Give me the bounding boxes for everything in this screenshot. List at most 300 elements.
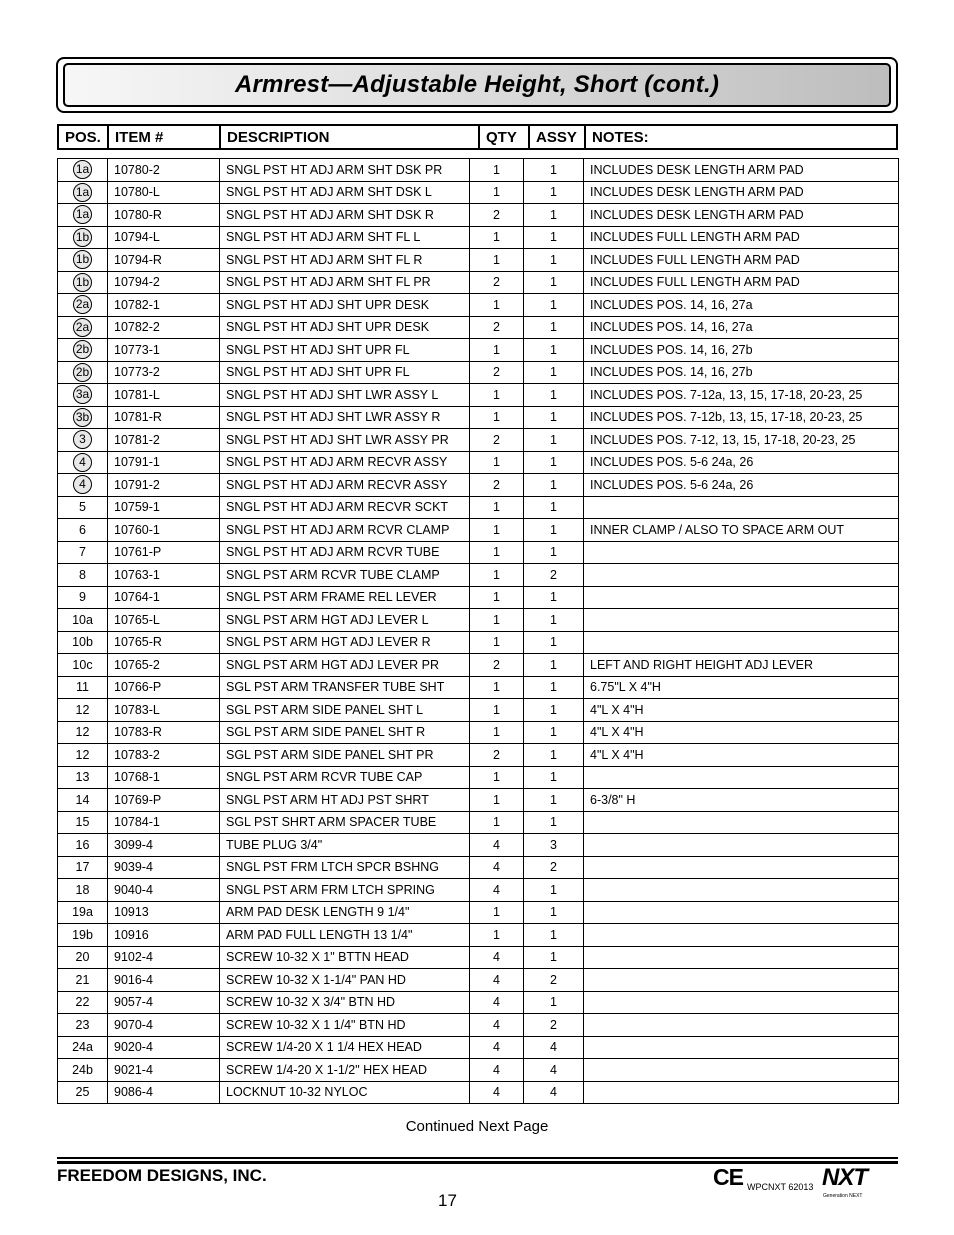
row-item-number: 10783-L: [108, 699, 220, 722]
row-item-number: 10784-1: [108, 811, 220, 834]
row-item-number: 10768-1: [108, 766, 220, 789]
row-assy: 1: [524, 924, 584, 947]
row-notes: INCLUDES DESK LENGTH ARM PAD: [584, 181, 899, 204]
nxt-logo: NXT: [822, 1164, 867, 1191]
page-number: 17: [438, 1191, 457, 1210]
row-description: SGL PST ARM SIDE PANEL SHT L: [220, 699, 470, 722]
row-qty: 1: [470, 699, 524, 722]
row-qty: 2: [470, 204, 524, 227]
row-notes: [584, 834, 899, 857]
row-pos-cell: [58, 204, 108, 227]
row-notes: INCLUDES POS. 5-6 24a, 26: [584, 451, 899, 474]
row-notes: INCLUDES POS. 14, 16, 27b: [584, 339, 899, 362]
row-qty: 1: [470, 676, 524, 699]
row-pos-cell: [58, 294, 108, 317]
row-item-number: 9016-4: [108, 969, 220, 992]
row-item-number: 10780-2: [108, 159, 220, 182]
row-description: LOCKNUT 10-32 NYLOC: [220, 1081, 470, 1104]
row-qty: 1: [470, 159, 524, 182]
row-description: SGL PST ARM SIDE PANEL SHT R: [220, 721, 470, 744]
row-assy: 1: [524, 249, 584, 272]
row-notes: [584, 991, 899, 1014]
row-item-number: 9086-4: [108, 1081, 220, 1104]
row-item-number: 10782-1: [108, 294, 220, 317]
row-description: SNGL PST HT ADJ ARM RECVR ASSY: [220, 451, 470, 474]
table-row: [58, 856, 899, 879]
row-item-number: 10781-L: [108, 384, 220, 407]
row-item-number: 10763-1: [108, 564, 220, 587]
row-pos-circled: 1b: [73, 228, 92, 247]
row-pos: 10b: [58, 631, 108, 654]
table-row: [58, 811, 899, 834]
row-pos-circled: 4: [73, 453, 92, 472]
row-qty: 1: [470, 249, 524, 272]
row-qty: 1: [470, 541, 524, 564]
row-description: SNGL PST HT ADJ ARM RCVR CLAMP: [220, 519, 470, 542]
row-item-number: 10781-R: [108, 406, 220, 429]
row-description: TUBE PLUG 3/4": [220, 834, 470, 857]
row-pos-circled: 4: [73, 475, 92, 494]
row-item-number: 10765-L: [108, 609, 220, 632]
title-banner: [56, 57, 898, 113]
table-row: [58, 159, 899, 182]
row-notes: [584, 924, 899, 947]
row-notes: [584, 901, 899, 924]
row-notes: [584, 811, 899, 834]
table-row: [58, 339, 899, 362]
row-qty: 1: [470, 609, 524, 632]
ce-mark-icon: CE: [713, 1164, 743, 1190]
row-pos: 18: [58, 879, 108, 902]
continued-note: Continued Next Page: [405, 1118, 549, 1135]
header-item: ITEM #: [109, 126, 221, 148]
table-row: [58, 789, 899, 812]
row-pos-cell: [58, 474, 108, 497]
row-pos-cell: [58, 316, 108, 339]
table-row: [58, 1014, 899, 1037]
row-assy: 4: [524, 1036, 584, 1059]
row-description: SNGL PST ARM HT ADJ PST SHRT: [220, 789, 470, 812]
table-row: [58, 541, 899, 564]
row-notes: [584, 969, 899, 992]
row-pos-cell: [58, 249, 108, 272]
row-description: SNGL PST HT ADJ ARM SHT FL PR: [220, 271, 470, 294]
row-description: SCREW 10-32 X 1 1/4" BTN HD: [220, 1014, 470, 1037]
row-item-number: 10766-P: [108, 676, 220, 699]
row-notes: INCLUDES FULL LENGTH ARM PAD: [584, 249, 899, 272]
row-qty: 4: [470, 879, 524, 902]
row-pos-circled: 3a: [73, 385, 92, 404]
row-pos-cell: [58, 181, 108, 204]
row-qty: 4: [470, 969, 524, 992]
row-assy: 1: [524, 519, 584, 542]
row-assy: 1: [524, 946, 584, 969]
row-assy: 1: [524, 181, 584, 204]
row-assy: 1: [524, 811, 584, 834]
row-assy: 1: [524, 226, 584, 249]
row-notes: INNER CLAMP / ALSO TO SPACE ARM OUT: [584, 519, 899, 542]
row-assy: 2: [524, 564, 584, 587]
table-row: [58, 1059, 899, 1082]
row-qty: 1: [470, 789, 524, 812]
row-description: SNGL PST HT ADJ ARM SHT DSK L: [220, 181, 470, 204]
row-assy: 1: [524, 361, 584, 384]
row-assy: 4: [524, 1081, 584, 1104]
row-assy: 1: [524, 654, 584, 677]
row-pos-cell: [58, 384, 108, 407]
row-item-number: 10761-P: [108, 541, 220, 564]
table-row: [58, 226, 899, 249]
row-pos-circled: 3b: [73, 408, 92, 427]
table-row: [58, 1036, 899, 1059]
row-notes: [584, 1059, 899, 1082]
row-qty: 1: [470, 181, 524, 204]
row-notes: [584, 766, 899, 789]
row-pos: 6: [58, 519, 108, 542]
table-row: [58, 969, 899, 992]
row-pos: 24a: [58, 1036, 108, 1059]
row-item-number: 3099-4: [108, 834, 220, 857]
row-notes: [584, 856, 899, 879]
table-header: [57, 124, 898, 150]
table-row: [58, 676, 899, 699]
header-description: DESCRIPTION: [221, 126, 480, 148]
row-assy: 1: [524, 384, 584, 407]
row-assy: 1: [524, 451, 584, 474]
row-notes: INCLUDES POS. 7-12a, 13, 15, 17-18, 20-23, 25: [584, 384, 899, 407]
row-description: SNGL PST FRM LTCH SPCR BSHNG: [220, 856, 470, 879]
row-pos: 24b: [58, 1059, 108, 1082]
row-pos: 10a: [58, 609, 108, 632]
row-description: SGL PST ARM TRANSFER TUBE SHT: [220, 676, 470, 699]
table-row: [58, 519, 899, 542]
header-notes: NOTES:: [592, 128, 649, 146]
row-pos-circled: 2a: [73, 295, 92, 314]
row-pos-cell: [58, 159, 108, 182]
table-row: [58, 564, 899, 587]
row-pos: 22: [58, 991, 108, 1014]
row-assy: 2: [524, 969, 584, 992]
row-pos: 12: [58, 744, 108, 767]
row-item-number: 10765-2: [108, 654, 220, 677]
row-pos-circled: 1a: [73, 160, 92, 179]
row-qty: 1: [470, 564, 524, 587]
table-row: [58, 271, 899, 294]
row-qty: 1: [470, 811, 524, 834]
page-title: Armrest—Adjustable Height, Short (cont.): [234, 71, 720, 98]
row-qty: 2: [470, 316, 524, 339]
row-notes: [584, 541, 899, 564]
row-item-number: 10780-L: [108, 181, 220, 204]
row-item-number: 10773-2: [108, 361, 220, 384]
row-item-number: 10765-R: [108, 631, 220, 654]
row-description: SNGL PST HT ADJ SHT UPR DESK: [220, 294, 470, 317]
row-pos: 15: [58, 811, 108, 834]
row-description: SCREW 10-32 X 1-1/4" PAN HD: [220, 969, 470, 992]
table-row: [58, 181, 899, 204]
row-pos-cell: [58, 226, 108, 249]
table-row: [58, 429, 899, 452]
table-row: [58, 496, 899, 519]
row-qty: 1: [470, 226, 524, 249]
title-banner-inner: [63, 63, 891, 107]
row-description: SNGL PST ARM HGT ADJ LEVER PR: [220, 654, 470, 677]
row-assy: 1: [524, 586, 584, 609]
row-item-number: 10794-L: [108, 226, 220, 249]
parts-table: [57, 158, 899, 1104]
row-pos-cell: [58, 429, 108, 452]
row-assy: 1: [524, 271, 584, 294]
row-pos: 17: [58, 856, 108, 879]
row-notes: [584, 946, 899, 969]
row-assy: 1: [524, 879, 584, 902]
row-notes: LEFT AND RIGHT HEIGHT ADJ LEVER: [584, 654, 899, 677]
table-row: [58, 474, 899, 497]
row-qty: 1: [470, 519, 524, 542]
row-assy: 1: [524, 789, 584, 812]
row-pos-cell: [58, 339, 108, 362]
row-notes: INCLUDES DESK LENGTH ARM PAD: [584, 159, 899, 182]
table-row: [58, 384, 899, 407]
row-description: ARM PAD FULL LENGTH 13 1/4": [220, 924, 470, 947]
row-qty: 4: [470, 834, 524, 857]
row-assy: 2: [524, 1014, 584, 1037]
row-description: SNGL PST HT ADJ ARM SHT DSK PR: [220, 159, 470, 182]
row-pos-cell: [58, 271, 108, 294]
row-notes: [584, 879, 899, 902]
row-description: SCREW 10-32 X 3/4" BTN HD: [220, 991, 470, 1014]
row-pos: 12: [58, 699, 108, 722]
row-qty: 1: [470, 406, 524, 429]
row-pos: 9: [58, 586, 108, 609]
table-row: [58, 631, 899, 654]
table-row: [58, 451, 899, 474]
row-item-number: 9057-4: [108, 991, 220, 1014]
row-description: SNGL PST HT ADJ SHT LWR ASSY R: [220, 406, 470, 429]
row-assy: 1: [524, 316, 584, 339]
table-row: [58, 879, 899, 902]
row-item-number: 10794-R: [108, 249, 220, 272]
row-notes: [584, 631, 899, 654]
table-row: [58, 249, 899, 272]
row-qty: 1: [470, 766, 524, 789]
table-row: [58, 834, 899, 857]
document-id: WPCNXT 62013: [747, 1182, 814, 1192]
row-pos: 19b: [58, 924, 108, 947]
row-pos-circled: 2a: [73, 318, 92, 337]
row-qty: 1: [470, 451, 524, 474]
row-pos: 21: [58, 969, 108, 992]
row-pos: 13: [58, 766, 108, 789]
row-notes: 4"L X 4"H: [584, 744, 899, 767]
table-row: [58, 586, 899, 609]
row-assy: 3: [524, 834, 584, 857]
row-notes: 4"L X 4"H: [584, 721, 899, 744]
row-pos: 23: [58, 1014, 108, 1037]
row-description: SCREW 1/4-20 X 1-1/2" HEX HEAD: [220, 1059, 470, 1082]
row-qty: 2: [470, 654, 524, 677]
row-notes: INCLUDES FULL LENGTH ARM PAD: [584, 226, 899, 249]
table-row: [58, 204, 899, 227]
row-description: SNGL PST HT ADJ SHT UPR FL: [220, 339, 470, 362]
row-pos-cell: [58, 451, 108, 474]
row-notes: INCLUDES POS. 14, 16, 27b: [584, 361, 899, 384]
row-assy: 1: [524, 294, 584, 317]
row-assy: 1: [524, 744, 584, 767]
row-assy: 1: [524, 429, 584, 452]
row-pos-circled: 3: [73, 430, 92, 449]
row-item-number: 10913: [108, 901, 220, 924]
row-notes: [584, 1036, 899, 1059]
row-item-number: 10791-1: [108, 451, 220, 474]
row-pos-circled: 1a: [73, 205, 92, 224]
row-description: SNGL PST HT ADJ ARM SHT FL R: [220, 249, 470, 272]
row-item-number: 10773-1: [108, 339, 220, 362]
row-item-number: 9040-4: [108, 879, 220, 902]
row-assy: 1: [524, 901, 584, 924]
row-notes: [584, 609, 899, 632]
row-pos-circled: 1b: [73, 250, 92, 269]
row-notes: INCLUDES POS. 7-12b, 13, 15, 17-18, 20-23, 25: [584, 406, 899, 429]
row-pos: 16: [58, 834, 108, 857]
row-description: SNGL PST ARM FRM LTCH SPRING: [220, 879, 470, 902]
row-notes: INCLUDES POS. 5-6 24a, 26: [584, 474, 899, 497]
row-pos-cell: [58, 361, 108, 384]
row-qty: 1: [470, 721, 524, 744]
row-item-number: 10791-2: [108, 474, 220, 497]
table-row: [58, 766, 899, 789]
row-qty: 1: [470, 294, 524, 317]
row-description: SNGL PST HT ADJ ARM SHT DSK R: [220, 204, 470, 227]
row-item-number: 10916: [108, 924, 220, 947]
header-qty: QTY: [480, 126, 530, 148]
row-pos: 8: [58, 564, 108, 587]
row-pos: 19a: [58, 901, 108, 924]
row-item-number: 10783-R: [108, 721, 220, 744]
table-row: [58, 901, 899, 924]
row-assy: 4: [524, 1059, 584, 1082]
row-description: SNGL PST HT ADJ ARM RECVR SCKT: [220, 496, 470, 519]
row-assy: 1: [524, 406, 584, 429]
row-item-number: 10764-1: [108, 586, 220, 609]
row-item-number: 9102-4: [108, 946, 220, 969]
row-qty: 2: [470, 474, 524, 497]
row-item-number: 10783-2: [108, 744, 220, 767]
row-pos: 14: [58, 789, 108, 812]
row-pos: 7: [58, 541, 108, 564]
row-qty: 2: [470, 744, 524, 767]
row-qty: 4: [470, 1059, 524, 1082]
row-assy: 1: [524, 631, 584, 654]
row-description: SGL PST SHRT ARM SPACER TUBE: [220, 811, 470, 834]
company-name: FREEDOM DESIGNS, INC.: [57, 1166, 267, 1185]
row-pos: 5: [58, 496, 108, 519]
row-assy: 1: [524, 541, 584, 564]
row-description: SNGL PST ARM FRAME REL LEVER: [220, 586, 470, 609]
row-notes: INCLUDES FULL LENGTH ARM PAD: [584, 271, 899, 294]
row-pos: 25: [58, 1081, 108, 1104]
row-description: SNGL PST HT ADJ ARM SHT FL L: [220, 226, 470, 249]
row-pos: 11: [58, 676, 108, 699]
row-notes: INCLUDES POS. 7-12, 13, 15, 17-18, 20-23, 25: [584, 429, 899, 452]
row-qty: 1: [470, 924, 524, 947]
row-description: SNGL PST ARM HGT ADJ LEVER R: [220, 631, 470, 654]
table-row: [58, 361, 899, 384]
row-pos: 20: [58, 946, 108, 969]
row-qty: 4: [470, 1014, 524, 1037]
row-item-number: 10781-2: [108, 429, 220, 452]
row-pos-circled: 1b: [73, 273, 92, 292]
row-notes: INCLUDES POS. 14, 16, 27a: [584, 294, 899, 317]
row-description: SGL PST ARM SIDE PANEL SHT PR: [220, 744, 470, 767]
row-qty: 4: [470, 991, 524, 1014]
row-notes: 6-3/8" H: [584, 789, 899, 812]
row-notes: INCLUDES POS. 14, 16, 27a: [584, 316, 899, 339]
row-qty: 4: [470, 856, 524, 879]
row-assy: 1: [524, 496, 584, 519]
row-notes: [584, 496, 899, 519]
row-item-number: 10780-R: [108, 204, 220, 227]
row-description: SNGL PST HT ADJ SHT LWR ASSY PR: [220, 429, 470, 452]
table-row: [58, 1081, 899, 1104]
row-notes: [584, 564, 899, 587]
table-row: [58, 294, 899, 317]
row-assy: 1: [524, 676, 584, 699]
table-row: [58, 721, 899, 744]
row-qty: 4: [470, 1081, 524, 1104]
row-assy: 1: [524, 474, 584, 497]
row-pos-circled: 1a: [73, 183, 92, 202]
row-item-number: 9020-4: [108, 1036, 220, 1059]
row-item-number: 9039-4: [108, 856, 220, 879]
table-row: [58, 699, 899, 722]
table-row: [58, 946, 899, 969]
header-pos: POS.: [59, 126, 109, 148]
row-assy: 1: [524, 159, 584, 182]
row-description: SNGL PST ARM RCVR TUBE CAP: [220, 766, 470, 789]
table-row: [58, 316, 899, 339]
row-pos-circled: 2b: [73, 363, 92, 382]
row-assy: 1: [524, 991, 584, 1014]
row-notes: [584, 1014, 899, 1037]
row-pos: 12: [58, 721, 108, 744]
row-item-number: 10794-2: [108, 271, 220, 294]
row-item-number: 9070-4: [108, 1014, 220, 1037]
row-qty: 1: [470, 586, 524, 609]
row-qty: 2: [470, 361, 524, 384]
row-notes: INCLUDES DESK LENGTH ARM PAD: [584, 204, 899, 227]
table-row: [58, 406, 899, 429]
footer-rule-bottom: [57, 1161, 898, 1164]
row-item-number: 10760-1: [108, 519, 220, 542]
row-qty: 1: [470, 496, 524, 519]
row-description: SCREW 1/4-20 X 1 1/4 HEX HEAD: [220, 1036, 470, 1059]
table-row: [58, 744, 899, 767]
row-assy: 1: [524, 766, 584, 789]
row-qty: 4: [470, 1036, 524, 1059]
row-assy: 1: [524, 699, 584, 722]
row-description: SNGL PST ARM RCVR TUBE CLAMP: [220, 564, 470, 587]
row-notes: [584, 586, 899, 609]
row-item-number: 10769-P: [108, 789, 220, 812]
row-description: ARM PAD DESK LENGTH 9 1/4": [220, 901, 470, 924]
table-row: [58, 654, 899, 677]
row-description: SNGL PST HT ADJ SHT UPR DESK: [220, 316, 470, 339]
row-qty: 4: [470, 946, 524, 969]
row-assy: 1: [524, 339, 584, 362]
row-description: SNGL PST HT ADJ SHT UPR FL: [220, 361, 470, 384]
row-item-number: 9021-4: [108, 1059, 220, 1082]
